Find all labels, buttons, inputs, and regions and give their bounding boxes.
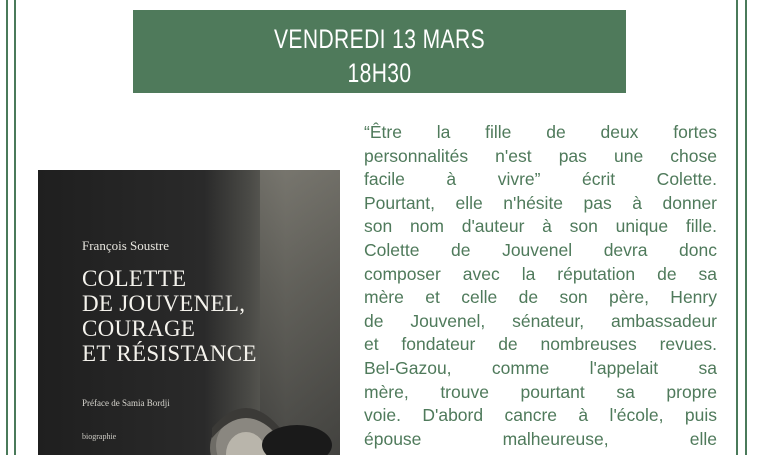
description-line: personnalités n'est pas une chose: [364, 145, 717, 166]
book-title-line: DE JOUVENEL,: [82, 291, 246, 316]
description-line: facile à vivre” écrit Colette.: [364, 169, 717, 190]
description-line: et fondateur de nombreuses revues.: [364, 334, 717, 355]
description-line: mère, trouve pourtant sa propre: [364, 381, 717, 402]
description-line: voie. D'abord cancre à l'école, puis: [364, 405, 717, 426]
event-banner: [133, 10, 626, 93]
description-line: mère et celle de son père, Henry: [364, 287, 717, 308]
book-title-line: COURAGE: [82, 316, 196, 341]
book-description: [364, 121, 717, 451]
description-line: Colette de Jouvenel devra donc: [364, 239, 717, 260]
book-preface: Préface de Samia Bordji: [82, 398, 170, 408]
description-line: de Jouvenel, sénateur, ambassadeur: [364, 310, 717, 331]
right-border-inner: [736, 0, 738, 455]
book-cover: [38, 170, 340, 455]
book-genre: biographie: [82, 432, 117, 441]
description-line: son nom d'auteur à son unique fille.: [364, 216, 717, 237]
book-title: [82, 266, 257, 366]
book-title-line: ET RÉSISTANCE: [82, 341, 257, 366]
event-date: VENDREDI 13 MARS: [273, 24, 486, 54]
right-border-outer: [745, 0, 747, 455]
description-line: Pourtant, elle n'hésite pas à donner: [364, 192, 717, 213]
left-border-inner: [14, 0, 16, 455]
left-border-outer: [6, 0, 8, 455]
description-line: composer avec la réputation de sa: [364, 263, 717, 284]
book-author: François Soustre: [82, 238, 170, 253]
event-time: 18H30: [347, 58, 412, 88]
description-line: épouse malheureuse, elle: [364, 428, 717, 449]
book-title-line: COLETTE: [82, 266, 187, 291]
description-line: Bel-Gazou, comme l'appelait sa: [364, 357, 717, 378]
description-line: “Être la fille de deux fortes: [364, 122, 717, 142]
